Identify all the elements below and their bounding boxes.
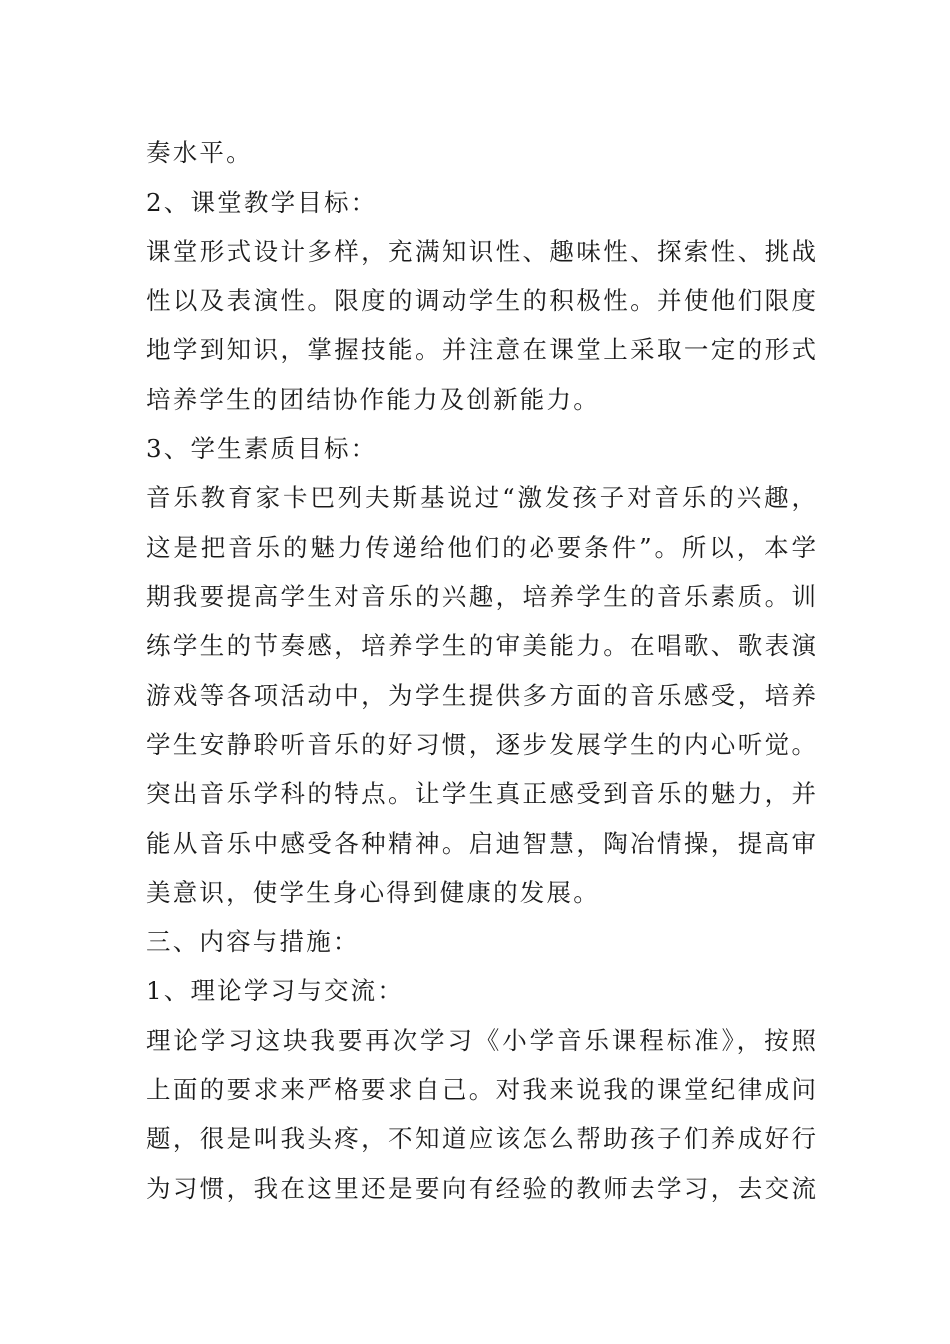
heading-classroom-goals: 2、课堂教学目标： [146, 188, 378, 217]
heading-content-and-measures: 三、内容与措施： [146, 927, 360, 956]
text-line-15: 能从音乐中感受各种精神。启迪智慧，陶冶情操，提高审 [146, 829, 816, 858]
text-line-13: 学生安静聆听音乐的好习惯，逐步发展学生的内心听觉。 [146, 730, 816, 759]
text-line-21: 题，很是叫我头疼，不知道应该怎么帮助孩子们养成好行 [146, 1124, 816, 1153]
text-line-8: 音乐教育家卡巴列夫斯基说过“激发孩子对音乐的兴趣， [146, 483, 816, 512]
text-line-5: 地学到知识，掌握技能。并注意在课堂上采取一定的形式 [146, 335, 816, 364]
text-line-16: 美意识，使学生身心得到健康的发展。 [146, 878, 600, 907]
text-line-9: 这是把音乐的魅力传递给他们的必要条件”。所以，本学 [146, 533, 816, 562]
text-line-20: 上面的要求来严格要求自己。对我来说我的课堂纪律成问 [146, 1075, 816, 1104]
heading-student-quality-goals: 3、学生素质目标： [146, 434, 378, 463]
text-line-10: 期我要提高学生对音乐的兴趣，培养学生的音乐素质。训 [146, 582, 816, 611]
text-line-12: 游戏等各项活动中，为学生提供多方面的音乐感受，培养 [146, 681, 816, 710]
text-line-1: 奏水平。 [146, 138, 253, 167]
text-line-22: 为习惯，我在这里还是要向有经验的教师去学习，去交流 [146, 1174, 816, 1203]
heading-theory-study: 1、理论学习与交流： [146, 976, 405, 1005]
text-line-14: 突出音乐学科的特点。让学生真正感受到音乐的魅力，并 [146, 779, 816, 808]
text-line-19: 理论学习这块我要再次学习《小学音乐课程标准》，按照 [146, 1026, 816, 1055]
text-line-3: 课堂形式设计多样，充满知识性、趣味性、探索性、挑战 [146, 237, 816, 266]
text-line-4: 性以及表演性。限度的调动学生的积极性。并使他们限度 [146, 286, 816, 315]
text-line-6: 培养学生的团结协作能力及创新能力。 [146, 385, 600, 414]
text-line-11: 练学生的节奏感，培养学生的审美能力。在唱歌、歌表演 [146, 631, 816, 660]
